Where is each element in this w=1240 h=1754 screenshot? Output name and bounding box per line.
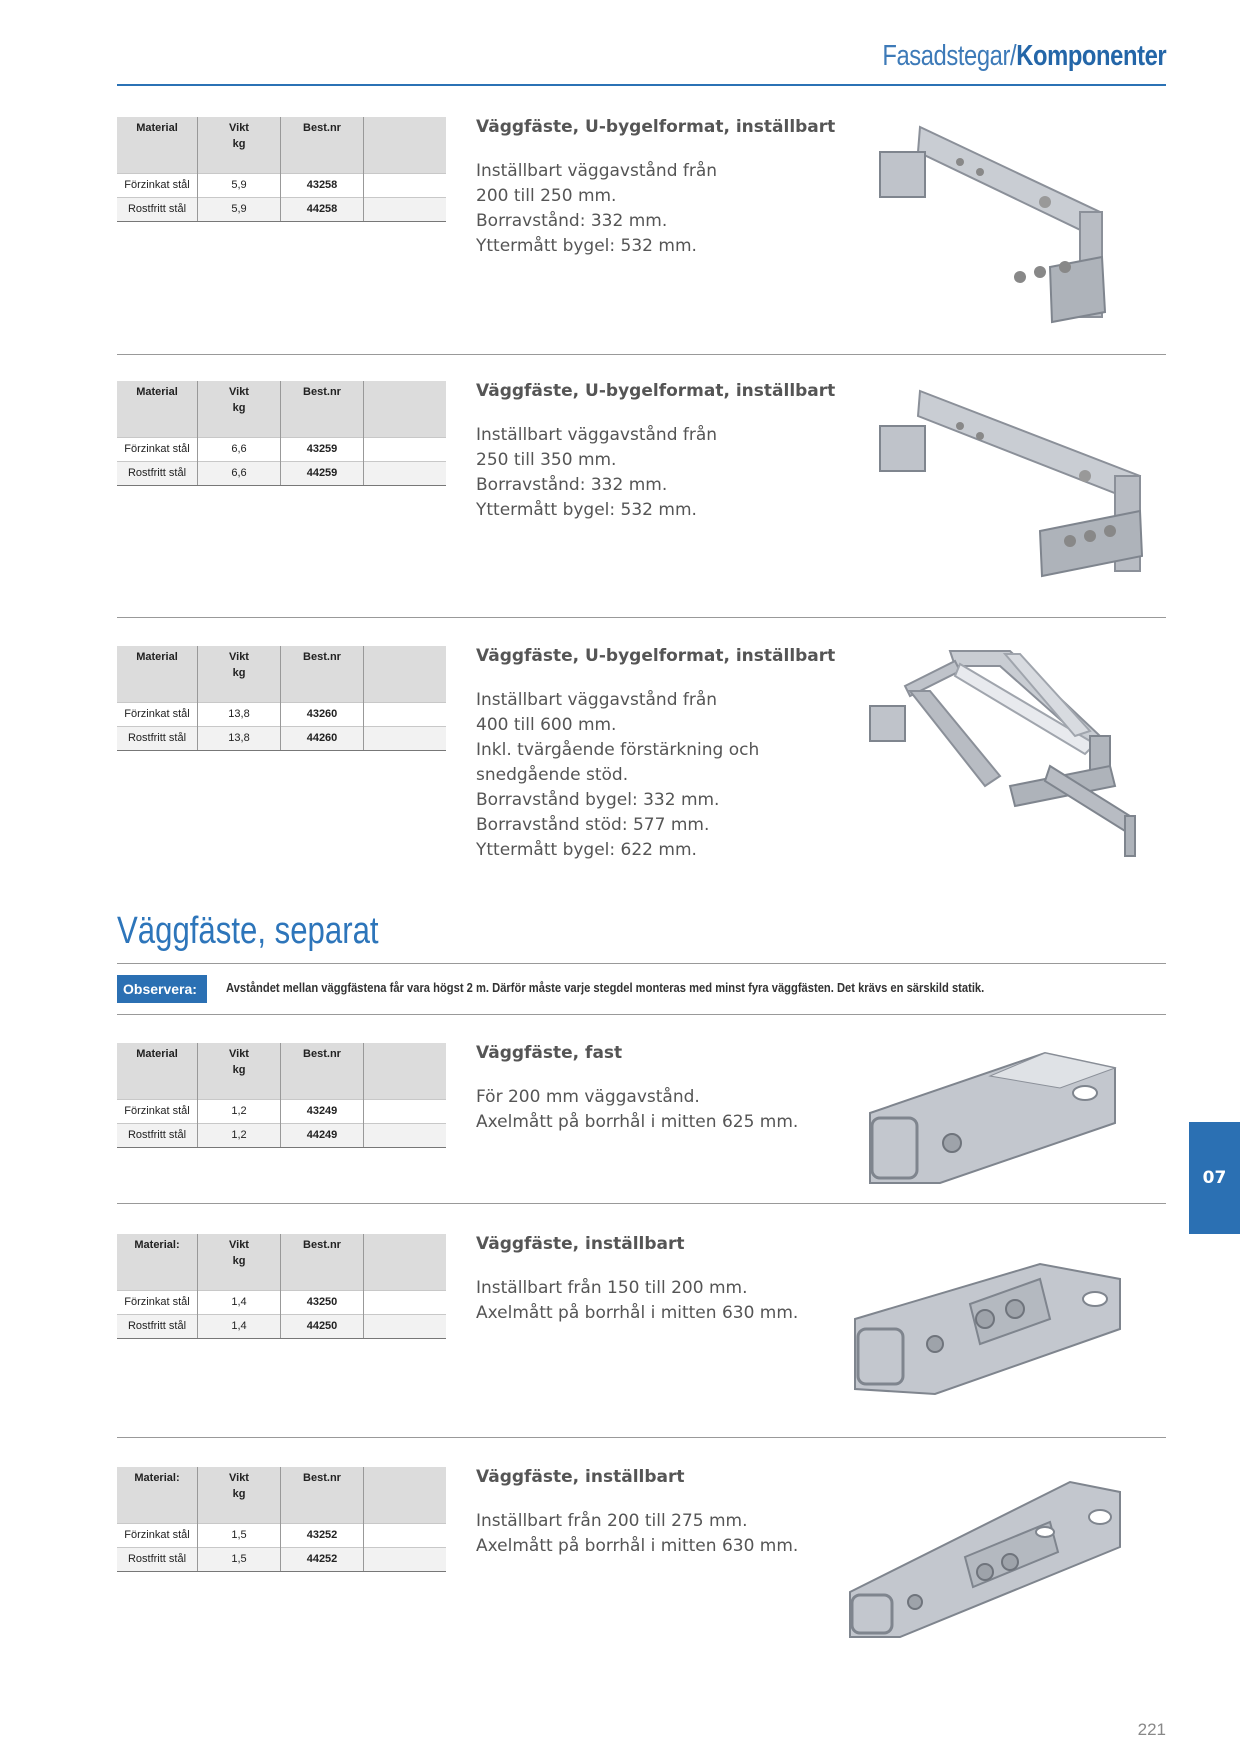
spec-table [117, 117, 446, 222]
product-title: Väggfäste, U-bygelformat, inställbart [476, 117, 836, 137]
product-description: Inställbart väggavstånd från 200 till 250 mm. Borravstånd: 332 mm. Yttermått bygel: 532 mm. [476, 161, 718, 256]
cell-material: Rostfritt stål [117, 197, 198, 221]
cell-material: Rostfritt stål [117, 726, 198, 750]
cell-weight: 1,5 [198, 1523, 281, 1547]
divider [117, 1437, 1166, 1438]
cell-order: 43250 [281, 1290, 364, 1314]
product-description: Inställbart från 200 till 275 mm. Axelmått på borrhål i mitten 630 mm. [476, 1511, 799, 1556]
cell-material: Rostfritt stål [117, 1123, 198, 1147]
col-order: Best.nr [281, 1467, 364, 1523]
cell-weight: 1,4 [198, 1290, 281, 1314]
cell-weight: 5,9 [198, 197, 281, 221]
col-material: Material: [117, 1234, 198, 1290]
col-material: Material: [117, 1467, 198, 1523]
col-material: Material [117, 1043, 198, 1099]
cell-order: 43258 [281, 173, 364, 197]
cell-weight: 13,8 [198, 702, 281, 726]
col-order: Best.nr [281, 646, 364, 702]
cell-order: 44260 [281, 726, 364, 750]
cell-order: 44258 [281, 197, 364, 221]
cell-order: 43260 [281, 702, 364, 726]
u-bracket-image [840, 117, 1170, 337]
divider [117, 354, 1166, 355]
product-description: Inställbart från 150 till 200 mm. Axelmått på borrhål i mitten 630 mm. [476, 1278, 799, 1323]
cell-order: 44259 [281, 461, 364, 485]
cell-material: Förzinkat stål [117, 702, 198, 726]
col-material: Material [117, 646, 198, 702]
product-title: Väggfäste, inställbart [476, 1467, 685, 1487]
product-title: Väggfäste, fast [476, 1043, 623, 1063]
product-title: Väggfäste, U-bygelformat, inställbart [476, 381, 836, 401]
spec-table [117, 1234, 446, 1339]
fixed-bracket-image [860, 1048, 1120, 1198]
product-description: För 200 mm väggavstånd. Axelmått på borrhål i mitten 625 mm. [476, 1087, 799, 1132]
spec-table [117, 646, 446, 751]
cell-weight: 1,4 [198, 1314, 281, 1338]
section-title: Väggfäste, separat [117, 910, 379, 952]
spec-table [117, 381, 446, 486]
cell-order: 44252 [281, 1547, 364, 1571]
product-description: Inställbart väggavstånd från 250 till 350 mm. Borravstånd: 332 mm. Yttermått bygel: 532 mm. [476, 425, 718, 520]
u-bracket-image [840, 381, 1170, 601]
cell-weight: 5,9 [198, 173, 281, 197]
col-order: Best.nr [281, 1043, 364, 1099]
cell-order: 44249 [281, 1123, 364, 1147]
product-title: Väggfäste, inställbart [476, 1234, 685, 1254]
cell-weight: 1,5 [198, 1547, 281, 1571]
cell-order: 43249 [281, 1099, 364, 1123]
col-weight: Vikt kg [198, 381, 281, 437]
note-label: Observera: [117, 975, 207, 1003]
header-category: Fasadstegar/ [882, 40, 1016, 72]
cell-order: 43259 [281, 437, 364, 461]
col-order: Best.nr [281, 1234, 364, 1290]
spec-table [117, 1043, 446, 1148]
cell-material: Rostfritt stål [117, 1547, 198, 1571]
page-number: 221 [1137, 1720, 1166, 1739]
col-weight: Vikt kg [198, 117, 281, 173]
col-weight: Vikt kg [198, 1467, 281, 1523]
product-description: Inställbart väggavstånd från 400 till 600 mm. Inkl. tvärgående förstärkning och snedgående stöd. Borravstånd bygel: 332 mm. Borravstånd stöd: 577 mm. Yttermått bygel: 622 mm. [476, 690, 760, 860]
divider [117, 617, 1166, 618]
cell-order: 44250 [281, 1314, 364, 1338]
note-text: Avståndet mellan väggfästena får vara högst 2 m. Därför måste varje stegdel monteras med minst fyra väggfästen. Det krävs en särskild statik. [226, 980, 985, 995]
product-title: Väggfäste, U-bygelformat, inställbart [476, 646, 836, 666]
cell-material: Förzinkat stål [117, 1290, 198, 1314]
divider [117, 1203, 1166, 1204]
chapter-tab[interactable]: 07 [1189, 1122, 1240, 1234]
cell-weight: 1,2 [198, 1123, 281, 1147]
col-weight: Vikt kg [198, 1043, 281, 1099]
adjustable-bracket-image [850, 1259, 1125, 1409]
col-weight: Vikt kg [198, 1234, 281, 1290]
cell-order: 43252 [281, 1523, 364, 1547]
divider [117, 963, 1166, 964]
cell-weight: 13,8 [198, 726, 281, 750]
col-order: Best.nr [281, 117, 364, 173]
header-rule [117, 84, 1166, 86]
cell-material: Rostfritt stål [117, 461, 198, 485]
col-order: Best.nr [281, 381, 364, 437]
cell-material: Förzinkat stål [117, 173, 198, 197]
cell-weight: 1,2 [198, 1099, 281, 1123]
reinforced-u-bracket-image [860, 646, 1150, 861]
divider [117, 1014, 1166, 1015]
cell-material: Rostfritt stål [117, 1314, 198, 1338]
cell-weight: 6,6 [198, 461, 281, 485]
spec-table [117, 1467, 446, 1572]
col-weight: Vikt kg [198, 646, 281, 702]
cell-material: Förzinkat stål [117, 1523, 198, 1547]
col-material: Material [117, 381, 198, 437]
cell-weight: 6,6 [198, 437, 281, 461]
cell-material: Förzinkat stål [117, 1099, 198, 1123]
header-subcategory: Komponenter [1015, 40, 1166, 72]
cell-material: Förzinkat stål [117, 437, 198, 461]
page-header [882, 40, 1166, 73]
adjustable-bracket-image [840, 1477, 1130, 1642]
col-material: Material [117, 117, 198, 173]
